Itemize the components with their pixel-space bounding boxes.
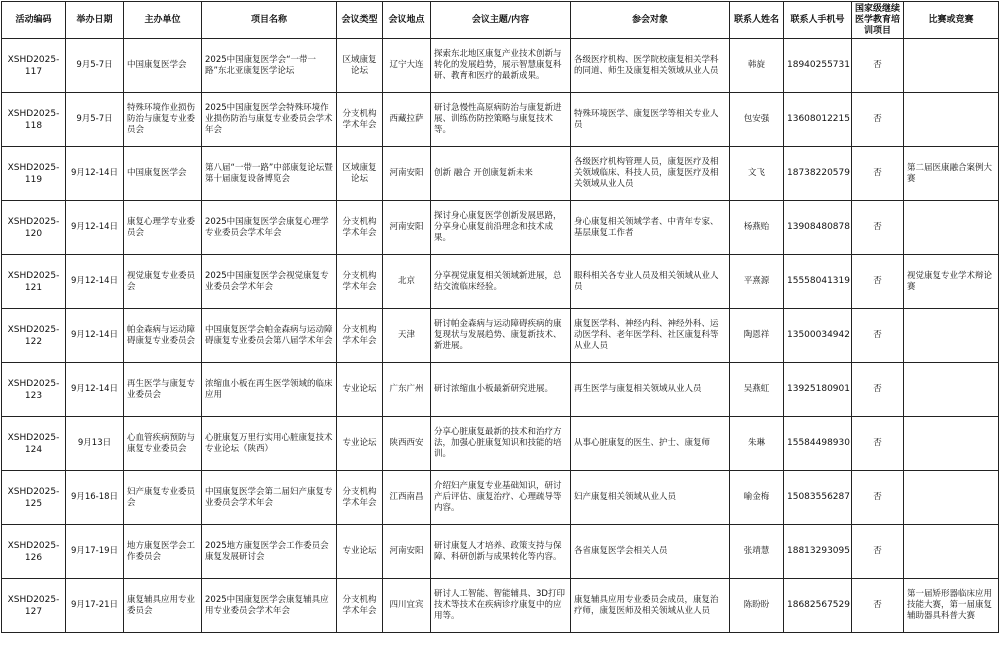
cell-cme-flag: 否	[852, 147, 904, 201]
table-row	[2, 525, 999, 579]
cell-activity-code: XSHD2025-117	[2, 39, 66, 93]
cell-contact-phone: 13925180901	[784, 363, 852, 417]
table-row	[2, 255, 999, 309]
cell-project-name: 2025中国康复医学会特殊环境作业损伤防治与康复专业委员会学术年会	[202, 93, 337, 147]
cell-cme-flag: 否	[852, 417, 904, 471]
cell-activity-code: XSHD2025-126	[2, 525, 66, 579]
cell-contest	[904, 417, 999, 471]
header-theme: 会议主题/内容	[431, 2, 571, 39]
cell-activity-code: XSHD2025-118	[2, 93, 66, 147]
cell-contact-name: 张靖慧	[730, 525, 784, 579]
cell-host-org: 中国康复医学会	[124, 147, 202, 201]
cell-host-org: 地方康复医学会工作委员会	[124, 525, 202, 579]
cell-contact-name: 杨燕贻	[730, 201, 784, 255]
cell-contact-phone: 18738220579	[784, 147, 852, 201]
cell-meeting-place: 河南安阳	[383, 201, 431, 255]
cell-host-org: 心血管疾病预防与康复专业委员会	[124, 417, 202, 471]
table-row	[2, 39, 999, 93]
cell-host-org: 帕金森病与运动障碍康复专业委员会	[124, 309, 202, 363]
cell-cme-flag: 否	[852, 93, 904, 147]
cell-meeting-theme: 研讨帕金森病与运动障碍疾病的康复现状与发展趋势、康复新技术、新进展。	[431, 309, 571, 363]
cell-meeting-type: 分支机构学术年会	[337, 471, 383, 525]
cell-project-name: 2025中国康复医学会视觉康复专业委员会学术年会	[202, 255, 337, 309]
cell-contact-phone: 13500034942	[784, 309, 852, 363]
cell-audience: 各级医疗机构、医学院校康复相关学科的同道、师生及康复相关领域从业人员	[571, 39, 730, 93]
cell-cme-flag: 否	[852, 255, 904, 309]
cell-contact-phone: 13608012215	[784, 93, 852, 147]
cell-meeting-theme: 探索东北地区康复产业技术创新与转化的发展趋势，展示智慧康复科研、教育和医疗的最新成果。	[431, 39, 571, 93]
cell-meeting-type: 分支机构学术年会	[337, 579, 383, 633]
cell-project-name: 2025中国康复医学会康复辅具应用专业委员会学术年会	[202, 579, 337, 633]
cell-meeting-theme: 研讨康复人才培养、政策支持与保障、科研创新与成果转化等内容。	[431, 525, 571, 579]
cell-event-date: 9月16-18日	[66, 471, 124, 525]
cell-audience: 从事心脏康复的医生、护士、康复师	[571, 417, 730, 471]
cell-meeting-theme: 探讨身心康复医学创新发展思路，分享身心康复前沿理念和技术成果。	[431, 201, 571, 255]
cell-event-date: 9月17-19日	[66, 525, 124, 579]
activity-table	[1, 1, 999, 633]
table-row	[2, 309, 999, 363]
cell-event-date: 9月12-14日	[66, 255, 124, 309]
cell-meeting-type: 专业论坛	[337, 417, 383, 471]
cell-audience: 特殊环境医学、康复医学等相关专业人员	[571, 93, 730, 147]
cell-project-name: 2025中国康复医学会康复心理学专业委员会学术年会	[202, 201, 337, 255]
cell-contact-name: 朱琳	[730, 417, 784, 471]
cell-meeting-type: 区域康复论坛	[337, 147, 383, 201]
cell-event-date: 9月12-14日	[66, 309, 124, 363]
cell-contact-name: 平熹源	[730, 255, 784, 309]
cell-cme-flag: 否	[852, 579, 904, 633]
cell-event-date: 9月5-7日	[66, 39, 124, 93]
cell-event-date: 9月12-14日	[66, 363, 124, 417]
cell-project-name: 2025中国康复医学会“一带一路”东北亚康复医学论坛	[202, 39, 337, 93]
cell-contest: 视觉康复专业学术辩论赛	[904, 255, 999, 309]
cell-event-date: 9月12-14日	[66, 201, 124, 255]
cell-meeting-theme: 分享心脏康复最新的技术和治疗方法，加强心脏康复知识和技能的培训。	[431, 417, 571, 471]
cell-activity-code: XSHD2025-121	[2, 255, 66, 309]
cell-cme-flag: 否	[852, 471, 904, 525]
cell-contact-phone: 18682567529	[784, 579, 852, 633]
cell-project-name: 中国康复医学会帕金森病与运动障碍康复专业委员会第八届学术年会	[202, 309, 337, 363]
cell-contest: 第二届医康融合案例大赛	[904, 147, 999, 201]
cell-meeting-place: 河南安阳	[383, 525, 431, 579]
cell-cme-flag: 否	[852, 201, 904, 255]
cell-project-name: 中国康复医学会第二届妇产康复专业委员会学术年会	[202, 471, 337, 525]
header-project: 项目名称	[202, 2, 337, 39]
cell-audience: 康复医学科、神经内科、神经外科、运动医学科、老年医学科、社区康复科等从业人员	[571, 309, 730, 363]
cell-meeting-theme: 创新 融合 开创康复新未来	[431, 147, 571, 201]
cell-meeting-place: 江西南昌	[383, 471, 431, 525]
cell-meeting-theme: 介绍妇产康复专业基础知识，研讨产后评估、康复治疗、心理疏导等内容。	[431, 471, 571, 525]
table-row	[2, 93, 999, 147]
cell-event-date: 9月5-7日	[66, 93, 124, 147]
cell-activity-code: XSHD2025-125	[2, 471, 66, 525]
table-header-row	[2, 2, 999, 39]
table-row	[2, 147, 999, 201]
cell-contact-name: 文飞	[730, 147, 784, 201]
cell-contact-phone: 13908480878	[784, 201, 852, 255]
table-row	[2, 417, 999, 471]
cell-activity-code: XSHD2025-123	[2, 363, 66, 417]
cell-meeting-type: 分支机构学术年会	[337, 201, 383, 255]
cell-cme-flag: 否	[852, 39, 904, 93]
cell-audience: 各省康复医学会相关人员	[571, 525, 730, 579]
cell-meeting-type: 区域康复论坛	[337, 39, 383, 93]
cell-contest	[904, 309, 999, 363]
cell-contact-name: 吴燕虹	[730, 363, 784, 417]
cell-meeting-theme: 研讨急慢性高原病防治与康复新进展、训练伤防控策略与康复技术等。	[431, 93, 571, 147]
cell-meeting-place: 广东广州	[383, 363, 431, 417]
cell-meeting-type: 专业论坛	[337, 363, 383, 417]
table-body	[2, 39, 999, 633]
cell-contact-name: 包安强	[730, 93, 784, 147]
cell-cme-flag: 否	[852, 525, 904, 579]
header-place: 会议地点	[383, 2, 431, 39]
cell-contest	[904, 525, 999, 579]
cell-host-org: 中国康复医学会	[124, 39, 202, 93]
cell-contact-phone: 15584498930	[784, 417, 852, 471]
header-cme: 国家级继续医学教育培训项目	[852, 2, 904, 39]
cell-contest	[904, 363, 999, 417]
cell-meeting-place: 辽宁大连	[383, 39, 431, 93]
cell-host-org: 康复心理学专业委员会	[124, 201, 202, 255]
cell-meeting-place: 陕西西安	[383, 417, 431, 471]
cell-project-name: 浓缩血小板在再生医学领域的临床应用	[202, 363, 337, 417]
cell-meeting-type: 分支机构学术年会	[337, 93, 383, 147]
cell-activity-code: XSHD2025-127	[2, 579, 66, 633]
cell-audience: 眼科相关各专业人员及相关领域从业人员	[571, 255, 730, 309]
cell-project-name: 2025地方康复医学会工作委员会康复发展研讨会	[202, 525, 337, 579]
cell-activity-code: XSHD2025-119	[2, 147, 66, 201]
header-phone: 联系人手机号	[784, 2, 852, 39]
cell-host-org: 妇产康复专业委员会	[124, 471, 202, 525]
cell-activity-code: XSHD2025-124	[2, 417, 66, 471]
cell-contact-phone: 18940255731	[784, 39, 852, 93]
cell-contact-name: 喻金梅	[730, 471, 784, 525]
header-code: 活动编码	[2, 2, 66, 39]
cell-meeting-place: 北京	[383, 255, 431, 309]
header-date: 举办日期	[66, 2, 124, 39]
cell-activity-code: XSHD2025-120	[2, 201, 66, 255]
cell-audience: 妇产康复相关领域从业人员	[571, 471, 730, 525]
cell-audience: 各级医疗机构管理人员，康复医疗及相关领域临床、科技人员，康复医疗及相关领域从业人员	[571, 147, 730, 201]
cell-contact-phone: 18813293095	[784, 525, 852, 579]
cell-host-org: 特殊环境作业损伤防治与康复专业委员会	[124, 93, 202, 147]
cell-host-org: 康复辅具应用专业委员会	[124, 579, 202, 633]
table-row	[2, 579, 999, 633]
cell-cme-flag: 否	[852, 309, 904, 363]
header-host: 主办单位	[124, 2, 202, 39]
cell-event-date: 9月12-14日	[66, 147, 124, 201]
cell-meeting-type: 专业论坛	[337, 525, 383, 579]
cell-meeting-place: 四川宜宾	[383, 579, 431, 633]
cell-activity-code: XSHD2025-122	[2, 309, 66, 363]
cell-host-org: 再生医学与康复专业委员会	[124, 363, 202, 417]
header-contact: 联系人姓名	[730, 2, 784, 39]
table-row	[2, 471, 999, 525]
header-type: 会议类型	[337, 2, 383, 39]
header-audience: 参会对象	[571, 2, 730, 39]
cell-host-org: 视觉康复专业委员会	[124, 255, 202, 309]
cell-meeting-type: 分支机构学术年会	[337, 255, 383, 309]
cell-meeting-theme: 研讨人工智能、智能辅具、3D打印技术等技术在疾病诊疗康复中的应用等。	[431, 579, 571, 633]
cell-contact-name: 陈盼盼	[730, 579, 784, 633]
table-row	[2, 363, 999, 417]
cell-contact-name: 韩旋	[730, 39, 784, 93]
cell-contest	[904, 471, 999, 525]
cell-meeting-place: 天津	[383, 309, 431, 363]
cell-contact-phone: 15083556287	[784, 471, 852, 525]
cell-audience: 康复辅具应用专业委员会成员，康复治疗师，康复医师及相关领域从业人员	[571, 579, 730, 633]
cell-contest: 第一届矫形器临床应用技能大赛，第一届康复辅助器具科普大赛	[904, 579, 999, 633]
cell-meeting-theme: 研讨浓缩血小板最新研究进展。	[431, 363, 571, 417]
cell-contest	[904, 201, 999, 255]
cell-audience: 身心康复相关领域学者、中青年专家、基层康复工作者	[571, 201, 730, 255]
cell-project-name: 心脏康复万里行实用心脏康复技术专业论坛（陕西）	[202, 417, 337, 471]
cell-contact-name: 陶恩祥	[730, 309, 784, 363]
cell-contest	[904, 39, 999, 93]
table-row	[2, 201, 999, 255]
cell-cme-flag: 否	[852, 363, 904, 417]
cell-contest	[904, 93, 999, 147]
cell-event-date: 9月17-21日	[66, 579, 124, 633]
cell-audience: 再生医学与康复相关领域从业人员	[571, 363, 730, 417]
cell-project-name: 第八届“一带一路”中部康复论坛暨第十届康复设备博览会	[202, 147, 337, 201]
cell-contact-phone: 15558041319	[784, 255, 852, 309]
cell-meeting-theme: 分享视觉康复相关领域新进展，总结交流临床经验。	[431, 255, 571, 309]
cell-meeting-type: 分支机构学术年会	[337, 309, 383, 363]
header-contest: 比赛或竞赛	[904, 2, 999, 39]
cell-meeting-place: 河南安阳	[383, 147, 431, 201]
cell-meeting-place: 西藏拉萨	[383, 93, 431, 147]
cell-event-date: 9月13日	[66, 417, 124, 471]
